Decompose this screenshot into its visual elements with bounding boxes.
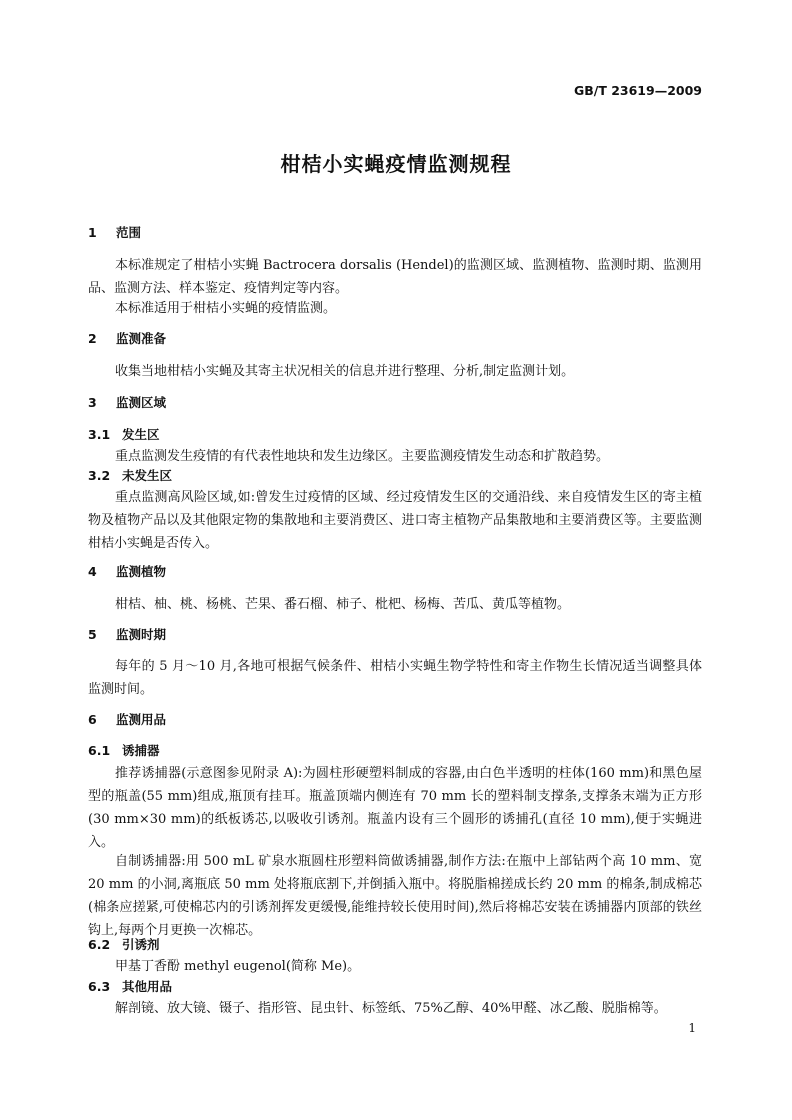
paragraph-preparation: 收集当地柑桔小实蝇及其寄主状况相关的信息并进行整理、分析,制定监测计划。 — [115, 364, 575, 379]
section-title: 引诱剂 — [122, 937, 160, 952]
paragraph-recommended-trap: 推荐诱捕器(示意图参见附录 A):为圆柱形硬塑料制成的容器,由白色半透明的柱体(160 mm)和黑色屋型的瓶盖(55 mm)组成,瓶顶有挂耳。瓶盖顶端内侧连有 70 mm 长的塑料制支撑条,支撑条末端为正方形(30 mm×30 mm)的纸板诱芯,以吸收引诱剂。瓶盖内设有三个圆形的诱捕孔(直径 10 mm),便于实蝇进入。 — [88, 766, 702, 850]
paragraph-non-occurrence-area: 重点监测高风险区域,如:曾发生过疫情的区域、经过疫情发生区的交通沿线、来自疫情发生区的寄主植物及植物产品以及其他限定物的集散地和主要消费区、进口寄主植物产品集散地和主要消费区等。主要监测柑桔小实蝇是否传入。 — [88, 490, 702, 551]
subsection-heading-occurrence-area — [88, 429, 160, 442]
section-heading-monitoring-supplies — [88, 714, 166, 727]
section-title: 监测准备 — [116, 331, 167, 346]
paragraph-homemade-trap: 自制诱捕器:用 500 mL 矿泉水瓶圆柱形塑料筒做诱捕器,制作方法:在瓶中上部钻两个高 10 mm、宽 20 mm 的小洞,离瓶底 50 mm 处将瓶底割下,并倒插入瓶中。将脱脂棉搓成长约 20 mm 的棉条,制成棉芯(棉条应搓紧,可使棉芯内的引诱剂挥发更缓慢,能维持较长使用时间),然后将棉芯安装在诱捕器内顶部的铁丝钩上,每两个月更换一次棉芯。 — [88, 854, 702, 938]
section-title: 诱捕器 — [122, 743, 160, 758]
paragraph-scope-content: 本标准规定了柑桔小实蝇 Bactrocera dorsalis (Hendel)的监测区域、监测植物、监测时期、监测用品、监测方法、样本鉴定、疫情判定等内容。 — [88, 258, 702, 296]
section-number: 1 — [88, 225, 97, 240]
section-heading-monitoring-period — [88, 629, 166, 642]
section-title: 监测植物 — [116, 564, 167, 579]
subsection-heading-non-occurrence-area — [88, 470, 172, 483]
section-number: 2 — [88, 331, 97, 346]
section-number: 6.3 — [88, 979, 111, 994]
section-title: 监测时期 — [116, 627, 167, 642]
paragraph-scope-applicability: 本标准适用于柑桔小实蝇的疫情监测。 — [115, 301, 337, 316]
section-title: 监测区域 — [116, 395, 167, 410]
section-number: 3.1 — [88, 427, 111, 442]
paragraph-attractant: 甲基丁香酚 methyl eugenol(简称 Me)。 — [115, 959, 361, 974]
section-title: 发生区 — [122, 427, 160, 442]
section-number: 3.2 — [88, 468, 111, 483]
paragraph-monitored-plants: 柑桔、柚、桃、杨桃、芒果、番石榴、柿子、枇杷、杨梅、苦瓜、黄瓜等植物。 — [115, 597, 571, 612]
paragraph-other-supplies: 解剖镜、放大镜、镊子、指形管、昆虫针、标签纸、75%乙醇、40%甲醛、冰乙酸、脱脂棉等。 — [115, 1001, 667, 1016]
section-heading-preparation — [88, 333, 166, 346]
section-title: 范围 — [116, 225, 142, 240]
section-heading-scope — [88, 227, 141, 240]
section-number: 4 — [88, 564, 97, 579]
section-number: 5 — [88, 627, 97, 642]
subsection-heading-attractant — [88, 939, 160, 952]
subsection-heading-other-supplies — [88, 981, 172, 994]
section-number: 6.1 — [88, 743, 111, 758]
document-title: 柑桔小实蝇疫情监测规程 — [280, 152, 512, 176]
paragraph-monitoring-period: 每年的 5 月～10 月,各地可根据气候条件、柑桔小实蝇生物学特性和寄主作物生长情况适当调整具体监测时间。 — [88, 659, 702, 697]
section-title: 未发生区 — [122, 468, 173, 483]
section-title: 监测用品 — [116, 712, 167, 727]
page-number: 1 — [688, 1021, 696, 1035]
section-number: 3 — [88, 395, 97, 410]
section-heading-monitoring-area — [88, 397, 166, 410]
section-number: 6 — [88, 712, 97, 727]
section-number: 6.2 — [88, 937, 111, 952]
subsection-heading-trap — [88, 745, 160, 758]
paragraph-occurrence-area: 重点监测发生疫情的有代表性地块和发生边缘区。主要监测疫情发生动态和扩散趋势。 — [115, 449, 610, 464]
section-heading-monitored-plants — [88, 566, 166, 579]
standard-code: GB/T 23619—2009 — [573, 83, 702, 98]
section-title: 其他用品 — [122, 979, 173, 994]
